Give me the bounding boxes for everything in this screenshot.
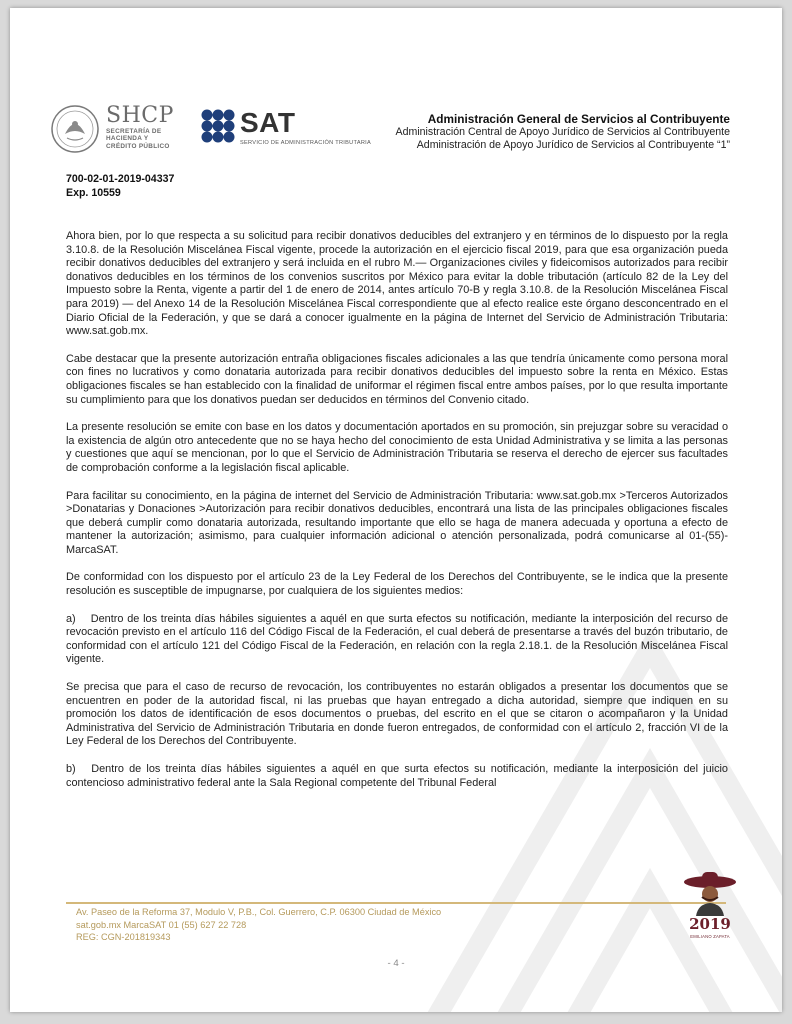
sat-subtitle: SERVICIO DE ADMINISTRACIÓN TRIBUTARIA: [240, 140, 372, 146]
shcp-line-3: CRÉDITO PÚBLICO: [106, 142, 170, 150]
document-body: [66, 230, 728, 804]
org-sub-2: Administración de Apoyo Jurídico de Servicios al Contribuyente “1”: [416, 138, 730, 151]
paragraph: Se precisa que para el caso de recurso de revocación, los contribuyentes no estarán obligados a presentar los documentos que se encuentren en poder de la autoridad fiscal, ni las pruebas que hayan entregado a dicha autoridad, siempre que indiquen en su promoción los datos de identificación de esos documentos o pruebas, del escrito en el que se citaron o acompañaron y la Unidad Administrativa del Servicio de Administración Tributaria en donde fueron entregados, de conformidad con el artículo 2, fracción VI de la Ley Federal de los Derechos del Contribuyente.: [66, 681, 728, 748]
footer-divider: [66, 902, 726, 904]
org-main: Administración General de Servicios al Contribuyente: [427, 112, 730, 126]
badge-subtitle: EMILIANO ZAPATA: [690, 934, 730, 939]
zapata-portrait-icon: [680, 870, 740, 916]
shcp-acronym: SHCP: [106, 103, 174, 128]
paragraph: La presente resolución se emite con base en los datos y documentación aportados en su promoción, sin prejuzgar sobre su veracidad o la existencia de algún otro antecedente que no se haya hecho del conocimiento de esta Unidad Administrativa y se limita a las personas y cuestiones que aquí se mencionan, por lo que el Servicio de Administración Tributaria se reserva el derecho de ejercer sus facultades de comprobación conforme a la legislación fiscal aplicable.: [66, 421, 728, 474]
document-page: [10, 8, 782, 1012]
national-seal-icon: [50, 104, 100, 154]
reference-number: 700-02-01-2019-04337: [66, 173, 175, 185]
org-sub-1: Administración Central de Apoyo Jurídico de Servicios al Contribuyente: [395, 126, 730, 138]
paragraph: Ahora bien, por lo que respecta a su solicitud para recibir donativos deducibles del extranjero y en términos de lo dispuesto por la regla 3.10.8. de la Resolución Miscelánea Fiscal vigente, procede la autorización en el ejercicio fiscal 2019, para que esa organización pueda recibir donativos deducibles del extranjero y será incluida en el rubro M.— Organizaciones civiles y fideicomisos autorizados para recibir donativos deducibles en los términos de los convenios suscritos por México para evitar la doble tributación (artículo 82 de la Ley del Impuesto sobre la Renta, vigente a partir del 1 de enero de 2014, antes artículo 70-B y regla 3.10.8. de la Resolución Miscelánea Fiscal para 2019) — del Anexo 14 de la Resolución Miscelánea Fiscal correspondiente que al efecto realice este órgano desconcentrado en el Diario Oficial de la Federación, y que se dará a conocer igualmente en la página de Internet del Servicio de Administración Tributaria: www.sat.gob.mx.: [66, 230, 728, 338]
sat-dots-icon: [200, 108, 236, 144]
paragraph: Cabe destacar que la presente autorización entraña obligaciones fiscales adicionales a las que tendría únicamente como persona moral con fines no lucrativos y como donataria autorizada para recibir donativos deducibles del impuesto sobre la renta en México. Estas obligaciones fiscales se han establecido con la finalidad de uniformar el régimen fiscal entre ambos países, por lo que resulta importante su cumplimiento para que los donativos puedan ser deducidos en términos del Convenio citado.: [66, 352, 728, 406]
sat-logo: [200, 104, 380, 154]
paragraph: De conformidad con los dispuesto por el artículo 23 de la Ley Federal de los Derechos del Contribuyente, se le indica que la presente resolución es susceptible de impugnarse, por cualquiera de los siguientes medios:: [66, 571, 728, 598]
footer-registry: REG: CGN-201819343: [76, 932, 171, 943]
paragraph: Para facilitar su conocimiento, en la página de internet del Servicio de Administración Tributaria: www.sat.gob.mx >Terceros Autorizados >Donatarias y Donaciones >Autorización para recibir donativos deducibles, encontrará una lista de las principales obligaciones fiscales que deberá cumplir como donataria autorizada, resultando importante que ello se haga de manera adecuada y oportuna a efecto de mantener la autorización; asimismo, para cualquier información adicional o atención personalizada, podrá comunicarse al 01-(55)-MarcaSAT.: [66, 489, 728, 556]
reference-block: [66, 173, 174, 200]
badge-year: 2019: [689, 915, 731, 933]
shcp-logo: [50, 104, 200, 164]
footer-contact: sat.gob.mx MarcaSAT 01 (55) 627 22 728: [76, 919, 247, 930]
expediente-number: Exp. 10559: [66, 186, 121, 199]
zapata-2019-badge: [680, 870, 740, 946]
shcp-line-1: SECRETARÍA DE: [106, 128, 162, 135]
issuing-office-header: [396, 112, 730, 151]
paragraph: a) Dentro de los treinta días hábiles siguientes a aquél en que surta efectos su notificación, mediante la interposición del recurso de revocación previsto en el artículo 116 del Código Fiscal de la Federación, el cual deberá de presentarse a través del buzón tributario, de conformidad con el artículo 121 del Código Fiscal de la Federación, en relación con la regla 2.18.1. de la Resolución Miscelánea Fiscal vigente.: [66, 612, 728, 666]
footer: [76, 906, 441, 944]
paragraph: b) Dentro de los treinta días hábiles siguientes a aquél en que surta efectos su notificación, mediante la interposición del juicio contencioso administrativo federal ante la Sala Regional competente del Tribunal Federal: [66, 763, 728, 789]
page-number: - 4 -: [387, 958, 405, 969]
footer-address: Av. Paseo de la Reforma 37, Modulo V, P.B., Col. Guerrero, C.P. 06300 Ciudad de México: [76, 907, 442, 917]
shcp-line-2: HACIENDA Y: [106, 135, 149, 143]
sat-acronym: SAT: [240, 107, 296, 138]
